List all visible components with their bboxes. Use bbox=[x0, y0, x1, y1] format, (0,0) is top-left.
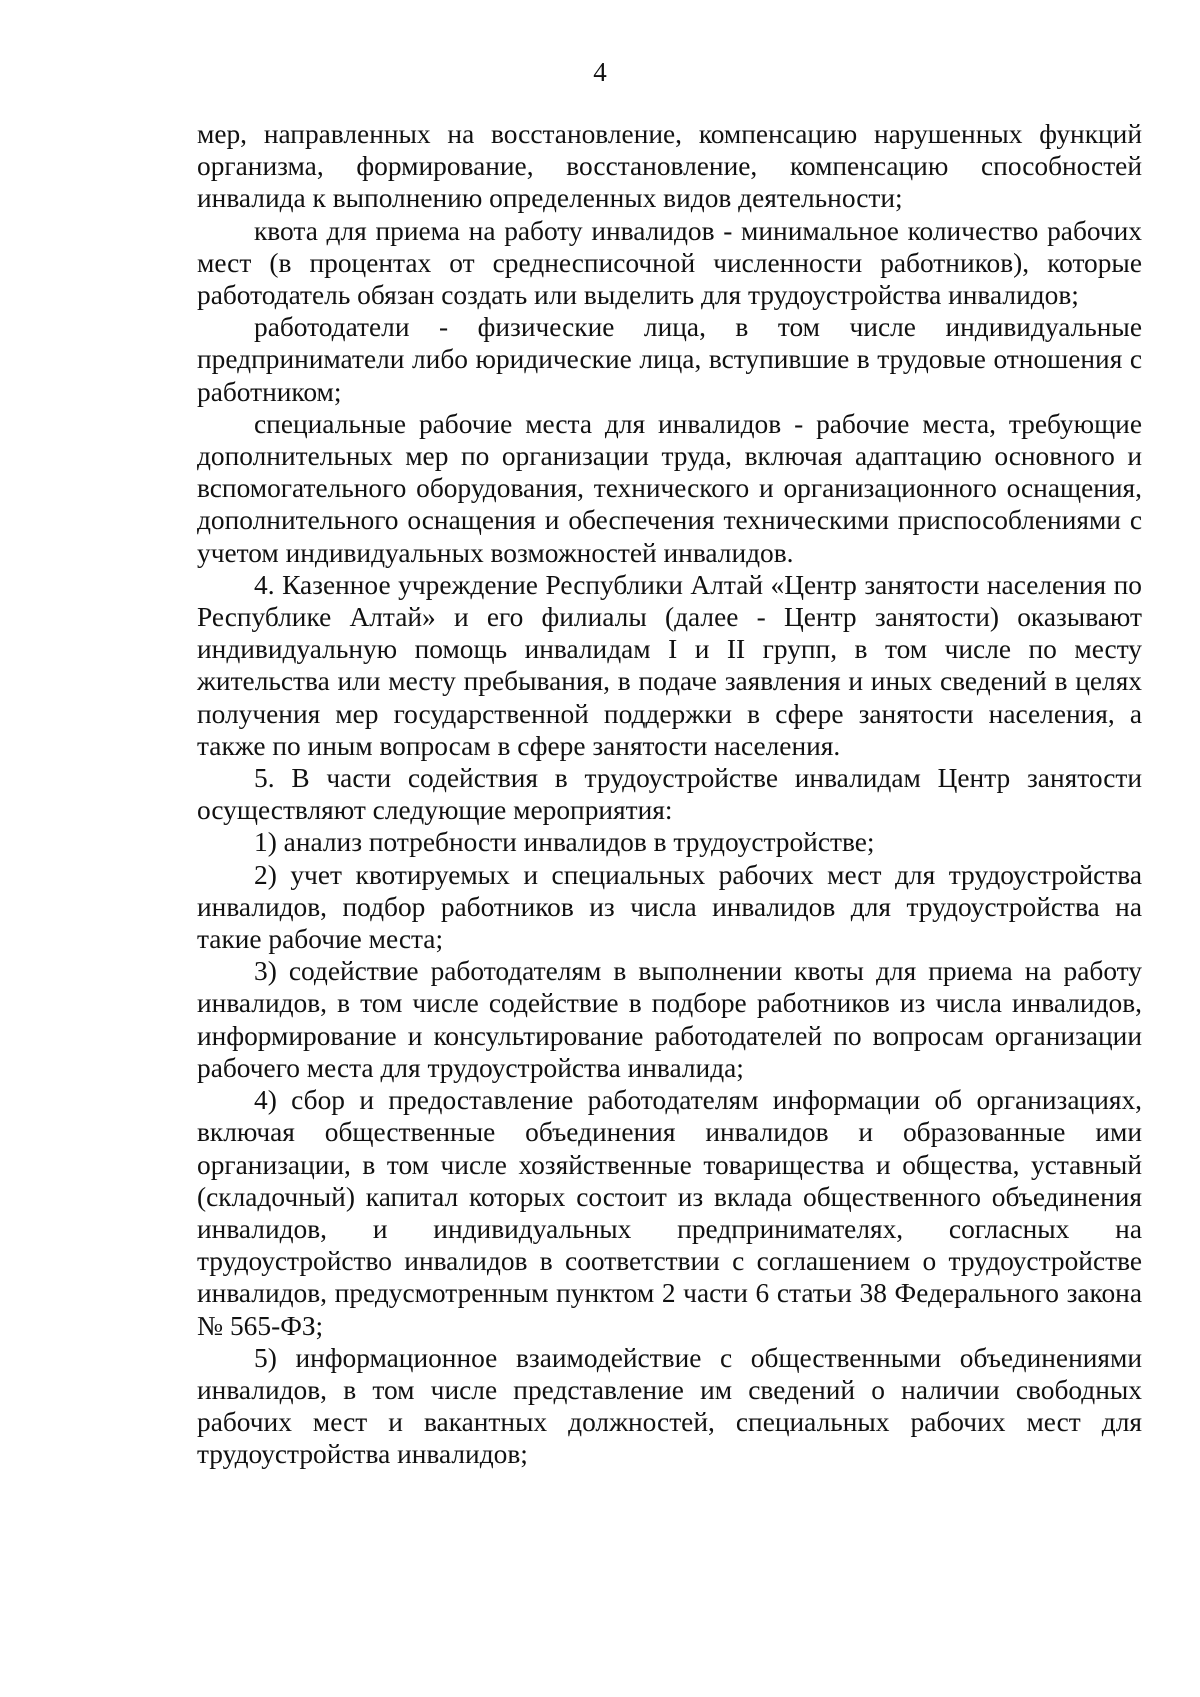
paragraph-clause-5: 5. В части содействия в трудоустройстве инвалидам Центр занятости осуществляют следующие мероприятия: bbox=[197, 763, 1142, 826]
list-item-3: 3) содействие работодателям в выполнении квоты для приема на работу инвалидов, в том числе содействие в подборе работников из числа инвалидов, информирование и консультирование работодателей по вопросам организации рабочего места для трудоустройства инвалида; bbox=[197, 956, 1142, 1083]
paragraph-definition-employers: работодатели - физические лица, в том числе индивидуальные предприниматели либо юридические лица, вступившие в трудовые отношения с работником; bbox=[197, 312, 1142, 407]
paragraph-definition-special-workplaces: специальные рабочие места для инвалидов - рабочие места, требующие дополнительных мер по организации труда, включая адаптацию основного и вспомогательного оборудования, технического и организационного оснащения, дополнительного оснащения и обеспечения техническими приспособлениями с учетом индивидуальных возможностей инвалидов. bbox=[197, 408, 1142, 568]
paragraph-clause-4: 4. Казенное учреждение Республики Алтай «Центр занятости населения по Республике Алтай» и его филиалы (далее - Центр занятости) оказывают индивидуальную помощь инвалидам I и II групп, в том числе по месту жительства или месту пребывания, в подаче заявления и иных сведений в целях получения мер государственной поддержки в сфере занятости населения, а также по иным вопросам в сфере занятости населения. bbox=[197, 569, 1142, 761]
list-item-1: 1) анализ потребности инвалидов в трудоустройстве; bbox=[254, 827, 875, 858]
paragraph-definition-quota: квота для приема на работу инвалидов - минимальное количество рабочих мест (в процентах от среднесписочной численности работников), которые работодатель обязан создать или выделить для трудоустройства инвалидов; bbox=[197, 215, 1142, 311]
document-body bbox=[197, 118, 1142, 1471]
list-item-5: 5) информационное взаимодействие с общественными объединениями инвалидов, в том числе представление им сведений о наличии свободных рабочих мест и вакантных должностей, специальных рабочих мест для трудоустройства инвалидов; bbox=[197, 1342, 1142, 1470]
page-number: 4 bbox=[593, 57, 607, 87]
list-item-4: 4) сбор и предоставление работодателям информации об организациях, включая общественные объединения инвалидов и образованные ими организации, в том числе хозяйственные товарищества и общества, уставный (складочный) капитал которых состоит из вклада общественного объединения инвалидов, и индивидуальных предпринимателях, согласных на трудоустройство инвалидов в соответствии с соглашением о трудоустройстве инвалидов, предусмотренным пунктом 2 части 6 статьи 38 Федерального закона № 565-ФЗ; bbox=[197, 1085, 1142, 1341]
paragraph-definition-rehabilitation: мер, направленных на восстановление, компенсацию нарушенных функций организма, формирование, восстановление, компенсацию способностей инвалида к выполнению определенных видов деятельности; bbox=[197, 119, 1142, 214]
list-item-2: 2) учет квотируемых и специальных рабочих мест для трудоустройства инвалидов, подбор работников из числа инвалидов для трудоустройства на такие рабочие места; bbox=[197, 859, 1142, 955]
